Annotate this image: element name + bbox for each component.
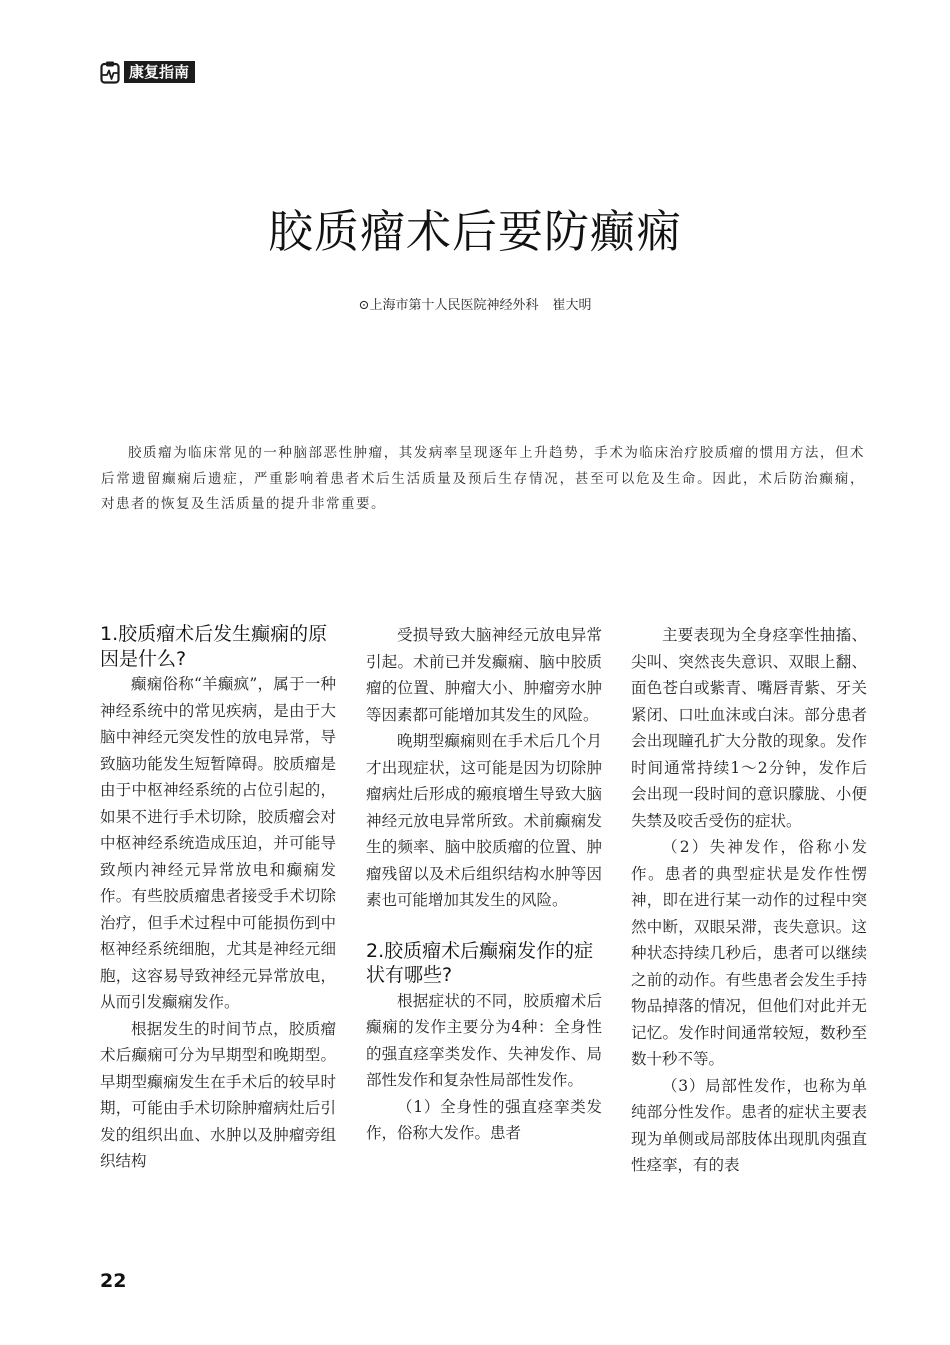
body-column-2 <box>366 622 602 1147</box>
byline-author: 崔大明 <box>552 298 592 313</box>
paragraph: 根据症状的不同，胶质瘤术后癫痫的发作主要分为4种：全身性的强直痉挛类发作、失神发作、局部性发作和复杂性局部性发作。 <box>366 991 602 1089</box>
section-heading-2: 2.胶质瘤术后癫痫发作的症状有哪些? <box>366 939 594 986</box>
byline <box>0 295 950 317</box>
paragraph: 受损导致大脑神经元放电异常引起。术前已并发癫痫、脑中胶质瘤的位置、肿瘤大小、肿瘤旁水肿等因素都可能增加其发生的风险。 <box>366 626 602 724</box>
section-heading-1: 1.胶质瘤术后发生癫痫的原因是什么? <box>100 623 328 670</box>
paragraph: 主要表现为全身痉挛性抽搐、尖叫、突然丧失意识、双眼上翻、面色苍白或紫青、嘴唇青紫、牙关紧闭、口吐血沫或白沫。部分患者会出现瞳孔扩大分散的现象。发作时间通常持续1～2分钟，发作后会出现一段时间的意识朦胧、小便失禁及咬舌受伤的症状。 <box>631 626 867 830</box>
paragraph: （3）局部性发作，也称为单纯部分性发作。患者的症状主要表现为单侧或局部肢体出现肌肉强直性痉挛，有的表 <box>631 1076 867 1174</box>
abstract: 胶质瘤为临床常见的一种脑部恶性肿瘤，其发病率呈现逐年上升趋势，手术为临床治疗胶质瘤的惯用方法，但术后常遗留癫痫后遗症，严重影响着患者术后生活质量及预后生存情况，甚至可以危及生命。因此，术后防治癫痫，对患者的恢复及生活质量的提升非常重要。 <box>101 445 865 512</box>
article-title: 胶质瘤术后要防癫痫 <box>267 205 682 258</box>
paragraph: （1）全身性的强直痉挛类发作，俗称大发作。患者 <box>366 1097 602 1142</box>
section-label: 康复指南 <box>124 61 195 83</box>
page-number: 22 <box>100 1270 127 1292</box>
section-tag <box>99 60 195 84</box>
paragraph: 癫痫俗称“羊癫疯”，属于一种神经系统中的常见疾病，是由于大脑中神经元突发性的放电异常，导致脑功能发生短暂障碍。胶质瘤是由于中枢神经系统的占位引起的，如果不进行手术切除，胶质瘤会对中枢神经系统造成压迫，并可能导致颅内神经元异常放电和癫痫发作。有些胶质瘤患者接受手术切除治疗，但手术过程中可能损伤到中枢神经系统细胞，尤其是神经元细胞，这容易导致神经元异常放电，从而引发癫痫发作。 <box>100 675 336 1011</box>
paragraph: 晚期型癫痫则在手术后几个月才出现症状，这可能是因为切除肿瘤病灶后形成的瘢痕增生导致大脑神经元放电异常所致。术前癫痫发生的频率、脑中胶质瘤的位置、肿瘤残留以及术后组织结构水肿等因素也可能增加其发生的风险。 <box>366 732 602 909</box>
paragraph: （2）失神发作，俗称小发作。患者的典型症状是发作性愣神，即在进行某一动作的过程中突然中断，双眼呆滞，丧失意识。这种状态持续几秒后，患者可以继续之前的动作。有些患者会发生手持物品掉落的情况，但他们对此并无记忆。发作时间通常较短，数秒至数十秒不等。 <box>631 838 867 1068</box>
clipboard-heartbeat-icon <box>99 60 121 84</box>
byline-marker: ⊙ <box>358 298 370 313</box>
byline-affiliation: 上海市第十人民医院神经外科 <box>369 298 539 313</box>
paragraph: 根据发生的时间节点，胶质瘤术后癫痫可分为早期型和晚期型。早期型癫痫发生在手术后的较早时期，可能由手术切除肿瘤病灶后引发的组织出血、水肿以及肿瘤旁组织结构 <box>100 1019 336 1170</box>
body-column-1 <box>100 622 336 1175</box>
body-column-3 <box>631 622 867 1179</box>
